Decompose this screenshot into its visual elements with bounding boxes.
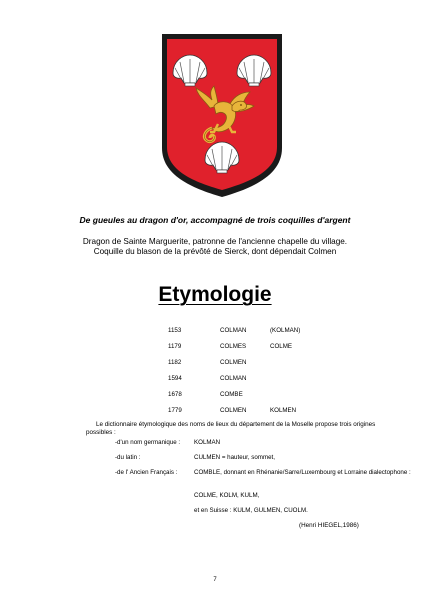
description-line-1: Dragon de Sainte Marguerite, patronne de l'ancienne chapelle du village.: [82, 237, 348, 246]
intro-paragraph: [86, 421, 386, 437]
blazon-text: De gueules au dragon d'or, accompagné de trois coquilles d'argent: [79, 215, 351, 225]
origin-value-germanic: KOLMAN: [194, 439, 221, 446]
form-name: COMBE: [220, 391, 243, 398]
form-name: COLMEN: [220, 359, 247, 366]
origin-label-old-french: -de l' Ancien Français :: [115, 469, 178, 476]
form-year: 1779: [168, 407, 182, 414]
form-variant: COLME: [270, 343, 293, 350]
coat-of-arms-image: [158, 30, 286, 200]
form-year: 1182: [168, 359, 182, 366]
form-variant: KOLMEN: [270, 407, 297, 414]
form-name: COLMAN: [220, 375, 247, 382]
origin-value-old-french-forms: COLME, KOLM, KULM,: [194, 492, 260, 499]
source-citation: (Henri HIEGEL,1986): [299, 522, 359, 529]
form-year: 1153: [168, 327, 182, 334]
page-number: 7: [213, 577, 217, 583]
form-year: 1179: [168, 343, 182, 350]
intro-text: Le dictionnaire étymologique des noms de lieux du département de la Moselle propose trois origines possibles :: [86, 421, 376, 436]
description-line-2: Coquille du blason de la prévôté de Sierck, dont dépendait Colmen: [93, 247, 337, 256]
form-name: COLMES: [220, 343, 247, 350]
origin-value-latin: CULMEN = hauteur, sommet,: [194, 454, 275, 461]
origin-value-old-french: COMBLE, donnant en Rhénanie/Sarre/Luxembourg et Lorraine dialectophone :: [194, 469, 411, 476]
origin-label-germanic: -d'un nom germanique :: [115, 439, 181, 446]
origin-label-latin: -du latin :: [115, 454, 141, 461]
form-variant: (KOLMAN): [270, 327, 301, 334]
origin-value-swiss-forms: et en Suisse : KULM, GULMEN, CUOLM.: [194, 507, 308, 514]
form-name: COLMAN: [220, 327, 247, 334]
section-heading: Etymologie: [158, 283, 272, 306]
form-year: 1678: [168, 391, 182, 398]
form-name: COLMEN: [220, 407, 247, 414]
form-year: 1594: [168, 375, 182, 382]
